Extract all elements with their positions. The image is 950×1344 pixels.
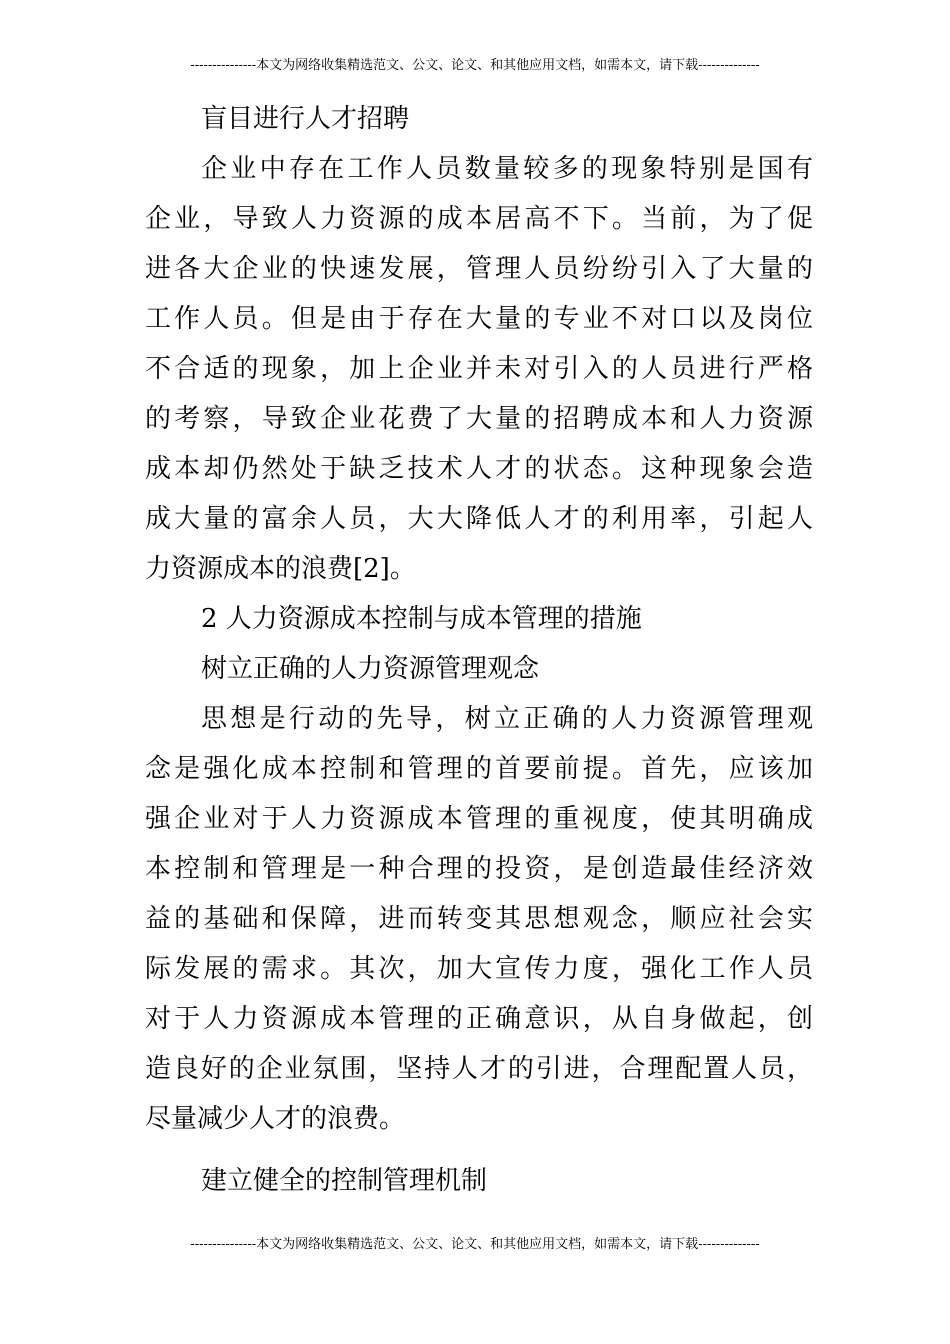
paragraph-line: 成本却仍然处于缺乏技术人才的状态。这种现象会造 xyxy=(145,454,813,484)
paragraph-line: 尽量减少人才的浪费。 xyxy=(145,1104,406,1134)
section-heading-measures: 2 人力资源成本控制与成本管理的措施 xyxy=(201,604,642,634)
paragraph-line: 对于人力资源成本管理的正确意识，从自身做起，创 xyxy=(145,1004,813,1034)
paragraph-line: 力资源成本的浪费[2]。 xyxy=(145,554,416,584)
document-body xyxy=(145,94,813,1206)
paragraph-line: 际发展的需求。其次，加大宣传力度，强化工作人员 xyxy=(145,954,813,984)
subsection-heading-control-mechanism: 建立健全的控制管理机制 xyxy=(201,1166,488,1196)
paragraph-line: 工作人员。但是由于存在大量的专业不对口以及岗位 xyxy=(145,304,813,334)
paragraph-line: 思想是行动的先导，树立正确的人力资源管理观 xyxy=(201,704,813,734)
paragraph-line: 不合适的现象，加上企业并未对引入的人员进行严格 xyxy=(145,354,813,384)
paragraph-line: 企业，导致人力资源的成本居高不下。当前，为了促 xyxy=(145,204,813,234)
paragraph-line: 造良好的企业氛围，坚持人才的引进，合理配置人员， xyxy=(145,1054,813,1084)
paragraph-concept xyxy=(145,694,813,1144)
paragraph-line: 念是强化成本控制和管理的首要前提。首先，应该加 xyxy=(145,754,813,784)
section-heading-blind-recruitment: 盲目进行人才招聘 xyxy=(201,104,410,134)
subsection-heading-correct-concept: 树立正确的人力资源管理观念 xyxy=(201,654,540,684)
header-banner: ---------------本文为网络收集精选范文、公文、论文、和其他应用文档，如需本文，请下载-------------- xyxy=(190,58,760,73)
paragraph-line: 成大量的富余人员，大大降低人才的利用率，引起人 xyxy=(145,504,813,534)
paragraph-line: 强企业对于人力资源成本管理的重视度，使其明确成 xyxy=(145,804,813,834)
paragraph-line: 本控制和管理是一种合理的投资，是创造最佳经济效 xyxy=(145,854,813,884)
paragraph-line: 企业中存在工作人员数量较多的现象特别是国有 xyxy=(201,154,813,184)
paragraph-line: 益的基础和保障，进而转变其思想观念，顺应社会实 xyxy=(145,904,813,934)
paragraph-line: 的考察，导致企业花费了大量的招聘成本和人力资源 xyxy=(145,404,813,434)
paragraph-line: 进各大企业的快速发展，管理人员纷纷引入了大量的 xyxy=(145,254,813,284)
paragraph-recruitment xyxy=(145,144,813,594)
footer-banner: ---------------本文为网络收集精选范文、公文、论文、和其他应用文档，如需本文，请下载-------------- xyxy=(190,1237,760,1252)
